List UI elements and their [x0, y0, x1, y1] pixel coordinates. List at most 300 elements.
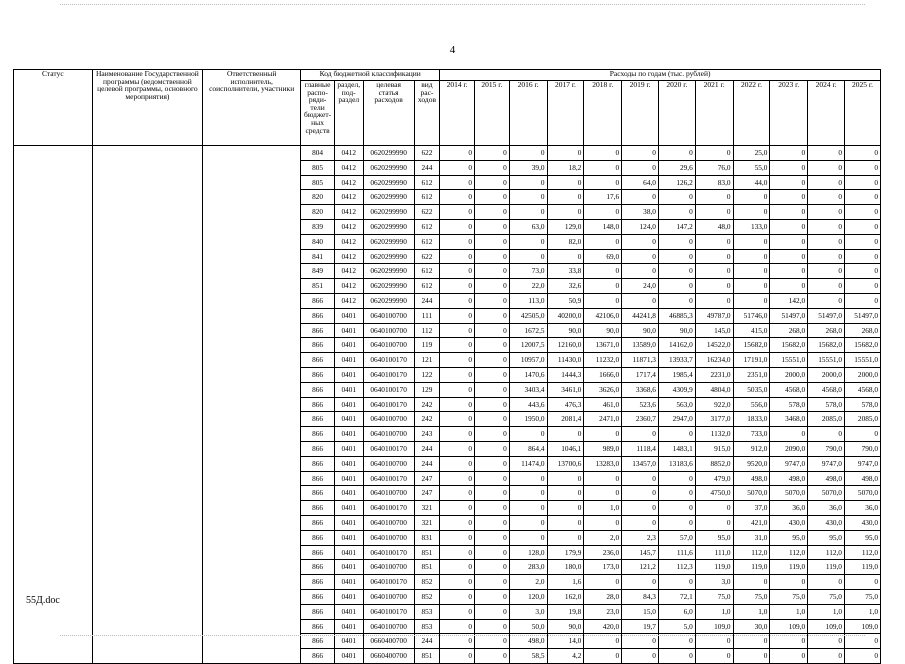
table-cell: 0: [474, 515, 509, 530]
table-cell: 612: [414, 264, 440, 279]
table-cell: 13933,7: [658, 353, 695, 368]
table-cell: 0: [844, 427, 880, 442]
table-cell: 0640100170: [363, 501, 414, 516]
table-cell: 121: [414, 353, 440, 368]
table-cell: 63,0: [509, 219, 547, 234]
table-cell: 0: [584, 515, 622, 530]
table-cell: 0: [808, 205, 845, 220]
table-cell: 415,0: [733, 323, 770, 338]
table-cell: 122: [414, 367, 440, 382]
table-cell: 0: [440, 205, 475, 220]
table-cell: 0: [622, 471, 659, 486]
table-cell: 866: [301, 545, 335, 560]
table-cell: 866: [301, 619, 335, 634]
table-cell: 0: [509, 471, 547, 486]
header-expense-type: вид рас-ходов: [414, 81, 440, 146]
table-cell: 853: [414, 604, 440, 619]
table-cell: 0: [808, 190, 845, 205]
table-cell: 0: [770, 279, 808, 294]
table-cell: 0: [622, 486, 659, 501]
table-cell: 6,0: [658, 604, 695, 619]
table-cell: 866: [301, 515, 335, 530]
table-cell: 244: [414, 160, 440, 175]
table-cell: 612: [414, 219, 440, 234]
table-cell: 44,0: [733, 175, 770, 190]
table-cell: 0: [695, 249, 733, 264]
table-cell: 1985,4: [658, 367, 695, 382]
table-cell: 0: [509, 190, 547, 205]
table-cell: 852: [414, 589, 440, 604]
table-cell: 90,0: [584, 323, 622, 338]
table-cell: 498,0: [733, 471, 770, 486]
table-cell: 805: [301, 160, 335, 175]
table-cell: 805: [301, 175, 335, 190]
table-cell: 0412: [334, 279, 363, 294]
table-cell: 0: [844, 146, 880, 161]
table-cell: 498,0: [844, 471, 880, 486]
table-cell: 0: [584, 634, 622, 649]
table-cell: 0660400700: [363, 649, 414, 664]
table-cell: 247: [414, 471, 440, 486]
table-cell: 0640100700: [363, 456, 414, 471]
table-cell: 0: [440, 249, 475, 264]
table-cell: 44241,8: [622, 308, 659, 323]
table-cell: 321: [414, 515, 440, 530]
table-cell: 612: [414, 175, 440, 190]
table-cell: 33,8: [547, 264, 584, 279]
table-cell: 15682,0: [844, 338, 880, 353]
table-cell: 0: [584, 234, 622, 249]
table-cell: 0: [584, 427, 622, 442]
table-cell: 0640100170: [363, 382, 414, 397]
table-cell: 866: [301, 441, 335, 456]
table-cell: 0: [474, 338, 509, 353]
table-cell: 0: [770, 160, 808, 175]
table-cell: 0: [440, 382, 475, 397]
table-cell: 0: [474, 456, 509, 471]
table-cell: 0: [509, 515, 547, 530]
table-cell: 0: [733, 205, 770, 220]
table-cell: 0: [474, 501, 509, 516]
table-cell: 0401: [334, 575, 363, 590]
table-cell: 268,0: [808, 323, 845, 338]
table-cell: 124,0: [622, 219, 659, 234]
table-cell: 40200,0: [547, 308, 584, 323]
table-cell: 0: [474, 530, 509, 545]
table-cell: 3461,0: [547, 382, 584, 397]
table-cell: 1444,3: [547, 367, 584, 382]
table-cell: 0: [547, 427, 584, 442]
table-cell: 0: [474, 205, 509, 220]
table-cell: 612: [414, 279, 440, 294]
table-cell: 0620299990: [363, 219, 414, 234]
table-cell: 0: [584, 205, 622, 220]
table-cell: 11871,3: [622, 353, 659, 368]
table-cell: 0640100170: [363, 367, 414, 382]
table-cell: 95,0: [844, 530, 880, 545]
table-cell: 9747,0: [844, 456, 880, 471]
table-cell: 5,0: [658, 619, 695, 634]
table-cell: 0620299990: [363, 293, 414, 308]
table-cell: 0: [509, 427, 547, 442]
table-cell: 0: [440, 634, 475, 649]
table-cell: 0: [509, 146, 547, 161]
table-cell: 0: [474, 412, 509, 427]
table-cell: 622: [414, 146, 440, 161]
table-cell: 0: [733, 264, 770, 279]
table-cell: 0: [770, 175, 808, 190]
table-cell: 244: [414, 441, 440, 456]
table-cell: 0: [474, 471, 509, 486]
table-cell: 0: [440, 367, 475, 382]
table-cell: 268,0: [844, 323, 880, 338]
table-cell: 2947,0: [658, 412, 695, 427]
table-cell: 179,9: [547, 545, 584, 560]
footer-filename: 55Д.doc: [26, 595, 60, 606]
table-cell: 0: [474, 441, 509, 456]
table-cell: 0: [770, 190, 808, 205]
table-cell: 0: [733, 634, 770, 649]
table-cell: 2360,7: [622, 412, 659, 427]
table-cell: 1833,0: [733, 412, 770, 427]
table-cell: 242: [414, 397, 440, 412]
table-cell: 0: [509, 234, 547, 249]
table-cell: 11232,0: [584, 353, 622, 368]
table-cell: 0: [622, 234, 659, 249]
table-cell: 0: [658, 146, 695, 161]
table-cell: 0: [440, 471, 475, 486]
table-cell: 95,0: [695, 530, 733, 545]
table-cell: 112,3: [658, 560, 695, 575]
table-cell: 173,0: [584, 560, 622, 575]
table-cell: 0: [440, 604, 475, 619]
table-cell: 0620299990: [363, 146, 414, 161]
table-cell: 0401: [334, 530, 363, 545]
table-cell: 0: [440, 219, 475, 234]
table-cell: 0: [844, 264, 880, 279]
expenses-table: [13, 69, 881, 664]
header-year: 2019 г.: [622, 81, 659, 146]
table-cell: 51746,0: [733, 308, 770, 323]
table-cell: 19,7: [622, 619, 659, 634]
table-cell: 0401: [334, 560, 363, 575]
table-cell: 5070,0: [808, 486, 845, 501]
table-cell: 2,0: [509, 575, 547, 590]
table-cell: 0: [474, 545, 509, 560]
table-cell: 13183,6: [658, 456, 695, 471]
table-cell: 1,6: [547, 575, 584, 590]
table-cell: 0: [808, 234, 845, 249]
table-cell: 0: [770, 234, 808, 249]
table-cell: 0: [844, 205, 880, 220]
table-cell: 841: [301, 249, 335, 264]
table-cell: 244: [414, 456, 440, 471]
table-cell: 0: [808, 293, 845, 308]
table-cell: 0: [770, 264, 808, 279]
table-cell: 119: [414, 338, 440, 353]
table-cell: 0: [440, 234, 475, 249]
table-cell: 2000,0: [808, 367, 845, 382]
table-cell: 866: [301, 353, 335, 368]
table-cell: 421,0: [733, 515, 770, 530]
table-cell: 2471,0: [584, 412, 622, 427]
table-cell: 0640100700: [363, 308, 414, 323]
table-cell: 112,0: [808, 545, 845, 560]
table-cell: 0: [440, 589, 475, 604]
program-name-cell: [92, 146, 202, 664]
table-cell: 0: [695, 634, 733, 649]
table-cell: 0: [808, 575, 845, 590]
table-cell: 0401: [334, 323, 363, 338]
table-cell: 0: [440, 175, 475, 190]
table-cell: 0: [584, 264, 622, 279]
table-cell: 51497,0: [770, 308, 808, 323]
table-cell: 4568,0: [844, 382, 880, 397]
table-cell: 1950,0: [509, 412, 547, 427]
table-cell: 4309,9: [658, 382, 695, 397]
table-cell: 0: [584, 293, 622, 308]
table-cell: 851: [414, 545, 440, 560]
header-year: 2025 г.: [844, 81, 880, 146]
table-cell: 0: [808, 427, 845, 442]
table-cell: 0640100700: [363, 589, 414, 604]
table-cell: 15,0: [622, 604, 659, 619]
table-row: [14, 146, 881, 161]
table-cell: 0: [733, 293, 770, 308]
table-cell: 430,0: [844, 515, 880, 530]
table-cell: 113,0: [509, 293, 547, 308]
table-cell: 0: [808, 279, 845, 294]
table-cell: 498,0: [770, 471, 808, 486]
table-cell: 0: [808, 649, 845, 664]
table-cell: 0: [440, 486, 475, 501]
table-cell: 0: [658, 264, 695, 279]
table-cell: 2000,0: [770, 367, 808, 382]
table-cell: 866: [301, 589, 335, 604]
table-cell: 0: [440, 456, 475, 471]
table-cell: 90,0: [622, 323, 659, 338]
table-cell: 0: [844, 175, 880, 190]
table-cell: 523,6: [622, 397, 659, 412]
table-cell: 39,0: [509, 160, 547, 175]
table-cell: 0412: [334, 293, 363, 308]
table-cell: 119,0: [695, 560, 733, 575]
table-cell: 0: [509, 530, 547, 545]
table-cell: 112,0: [733, 545, 770, 560]
table-cell: 109,0: [695, 619, 733, 634]
table-cell: 0: [584, 486, 622, 501]
table-cell: 866: [301, 338, 335, 353]
table-cell: 119,0: [808, 560, 845, 575]
page-number: 4: [449, 44, 456, 56]
table-cell: 14162,0: [658, 338, 695, 353]
table-cell: 37,0: [733, 501, 770, 516]
table-cell: 119,0: [770, 560, 808, 575]
table-cell: 126,2: [658, 175, 695, 190]
table-cell: 0: [440, 323, 475, 338]
table-cell: 19,8: [547, 604, 584, 619]
table-cell: 0640100700: [363, 427, 414, 442]
table-cell: 129,0: [547, 219, 584, 234]
table-cell: 0412: [334, 249, 363, 264]
table-cell: 55,0: [733, 160, 770, 175]
table-cell: 3,0: [509, 604, 547, 619]
table-cell: 0: [770, 427, 808, 442]
table-cell: 0: [547, 515, 584, 530]
table-cell: 556,0: [733, 397, 770, 412]
table-cell: 0: [622, 190, 659, 205]
table-cell: 1046,1: [547, 441, 584, 456]
table-cell: 58,5: [509, 649, 547, 664]
table-cell: 622: [414, 249, 440, 264]
table-cell: 0: [440, 427, 475, 442]
table-cell: 0: [658, 471, 695, 486]
table-cell: 0401: [334, 589, 363, 604]
table-cell: 0640100700: [363, 530, 414, 545]
table-cell: 851: [414, 560, 440, 575]
table-cell: 244: [414, 293, 440, 308]
table-cell: 0401: [334, 338, 363, 353]
table-cell: 0: [474, 323, 509, 338]
table-cell: 9747,0: [770, 456, 808, 471]
table-cell: 0401: [334, 441, 363, 456]
table-cell: 0: [474, 397, 509, 412]
table-cell: 0: [547, 486, 584, 501]
table-cell: 128,0: [509, 545, 547, 560]
table-cell: 120,0: [509, 589, 547, 604]
table-cell: 23,0: [584, 604, 622, 619]
table-cell: 84,3: [622, 589, 659, 604]
table-cell: 578,0: [808, 397, 845, 412]
table-cell: 0: [695, 501, 733, 516]
table-cell: 145,0: [695, 323, 733, 338]
table-cell: 69,0: [584, 249, 622, 264]
table-cell: 90,0: [547, 619, 584, 634]
table-cell: 866: [301, 530, 335, 545]
table-cell: 0401: [334, 634, 363, 649]
table-cell: 0: [584, 471, 622, 486]
table-cell: 0: [474, 486, 509, 501]
table-cell: 866: [301, 575, 335, 590]
table-cell: 866: [301, 501, 335, 516]
table-cell: 0640100700: [363, 619, 414, 634]
table-cell: 0: [474, 619, 509, 634]
table-cell: 49787,0: [695, 308, 733, 323]
table-cell: 38,0: [622, 205, 659, 220]
table-cell: 0: [844, 219, 880, 234]
table-cell: 0620299990: [363, 160, 414, 175]
table-cell: 18,2: [547, 160, 584, 175]
header-year: 2021 г.: [695, 81, 733, 146]
table-cell: 851: [414, 649, 440, 664]
table-cell: 0: [770, 205, 808, 220]
table-cell: 0: [622, 160, 659, 175]
table-cell: 0: [733, 649, 770, 664]
table-cell: 17,6: [584, 190, 622, 205]
table-cell: 90,0: [547, 323, 584, 338]
table-cell: 563,0: [658, 397, 695, 412]
table-cell: 13671,0: [584, 338, 622, 353]
table-cell: 11430,0: [547, 353, 584, 368]
table-cell: 866: [301, 382, 335, 397]
table-cell: 0: [474, 234, 509, 249]
table-cell: 268,0: [770, 323, 808, 338]
table-cell: 0: [440, 338, 475, 353]
table-cell: 15682,0: [733, 338, 770, 353]
table-cell: 0: [547, 530, 584, 545]
table-cell: 430,0: [808, 515, 845, 530]
table-cell: 443,6: [509, 397, 547, 412]
table-cell: 1470,6: [509, 367, 547, 382]
header-year: 2017 г.: [547, 81, 584, 146]
scan-edge-bottom: [60, 635, 865, 637]
table-cell: 0: [509, 486, 547, 501]
table-cell: 36,0: [808, 501, 845, 516]
table-cell: 0: [658, 575, 695, 590]
table-cell: 0: [440, 397, 475, 412]
table-cell: 2,0: [584, 530, 622, 545]
table-cell: 0401: [334, 515, 363, 530]
table-cell: 111,0: [695, 545, 733, 560]
table-cell: 148,0: [584, 219, 622, 234]
table-cell: 0: [440, 441, 475, 456]
table-cell: 0640100170: [363, 545, 414, 560]
table-cell: 5070,0: [733, 486, 770, 501]
table-cell: 0: [474, 634, 509, 649]
header-target-article: целевая статья расходов: [363, 81, 414, 146]
table-cell: 0401: [334, 397, 363, 412]
table-cell: 0401: [334, 382, 363, 397]
table-cell: 0: [808, 249, 845, 264]
table-cell: 1672,5: [509, 323, 547, 338]
table-cell: 0401: [334, 412, 363, 427]
table-cell: 9747,0: [808, 456, 845, 471]
table-cell: 1,0: [695, 604, 733, 619]
table-cell: 0: [584, 160, 622, 175]
table-cell: 242: [414, 412, 440, 427]
header-year: 2016 г.: [509, 81, 547, 146]
table-cell: 0: [695, 515, 733, 530]
table-cell: 145,7: [622, 545, 659, 560]
table-cell: 112,0: [844, 545, 880, 560]
table-cell: 864,4: [509, 441, 547, 456]
table-cell: 0: [474, 589, 509, 604]
table-cell: 1,0: [808, 604, 845, 619]
table-cell: 11474,0: [509, 456, 547, 471]
table-cell: 36,0: [844, 501, 880, 516]
table-cell: 0640100700: [363, 412, 414, 427]
table-cell: 804: [301, 146, 335, 161]
table-cell: 0412: [334, 160, 363, 175]
table-cell: 420,0: [584, 619, 622, 634]
table-cell: 15682,0: [770, 338, 808, 353]
table-cell: 0: [474, 293, 509, 308]
table-cell: 109,0: [844, 619, 880, 634]
table-cell: 0401: [334, 501, 363, 516]
table-cell: 0: [695, 649, 733, 664]
table-cell: 12160,0: [547, 338, 584, 353]
table-cell: 42505,0: [509, 308, 547, 323]
table-cell: 0: [770, 575, 808, 590]
table-cell: 0: [547, 175, 584, 190]
table-cell: 0: [733, 234, 770, 249]
header-grbs: главные распо-ряди-тели бюджет-ных средств: [301, 81, 335, 146]
table-cell: 820: [301, 190, 335, 205]
table-cell: 1,0: [844, 604, 880, 619]
table-cell: 0: [474, 190, 509, 205]
table-cell: 2351,0: [733, 367, 770, 382]
table-cell: 0: [440, 264, 475, 279]
